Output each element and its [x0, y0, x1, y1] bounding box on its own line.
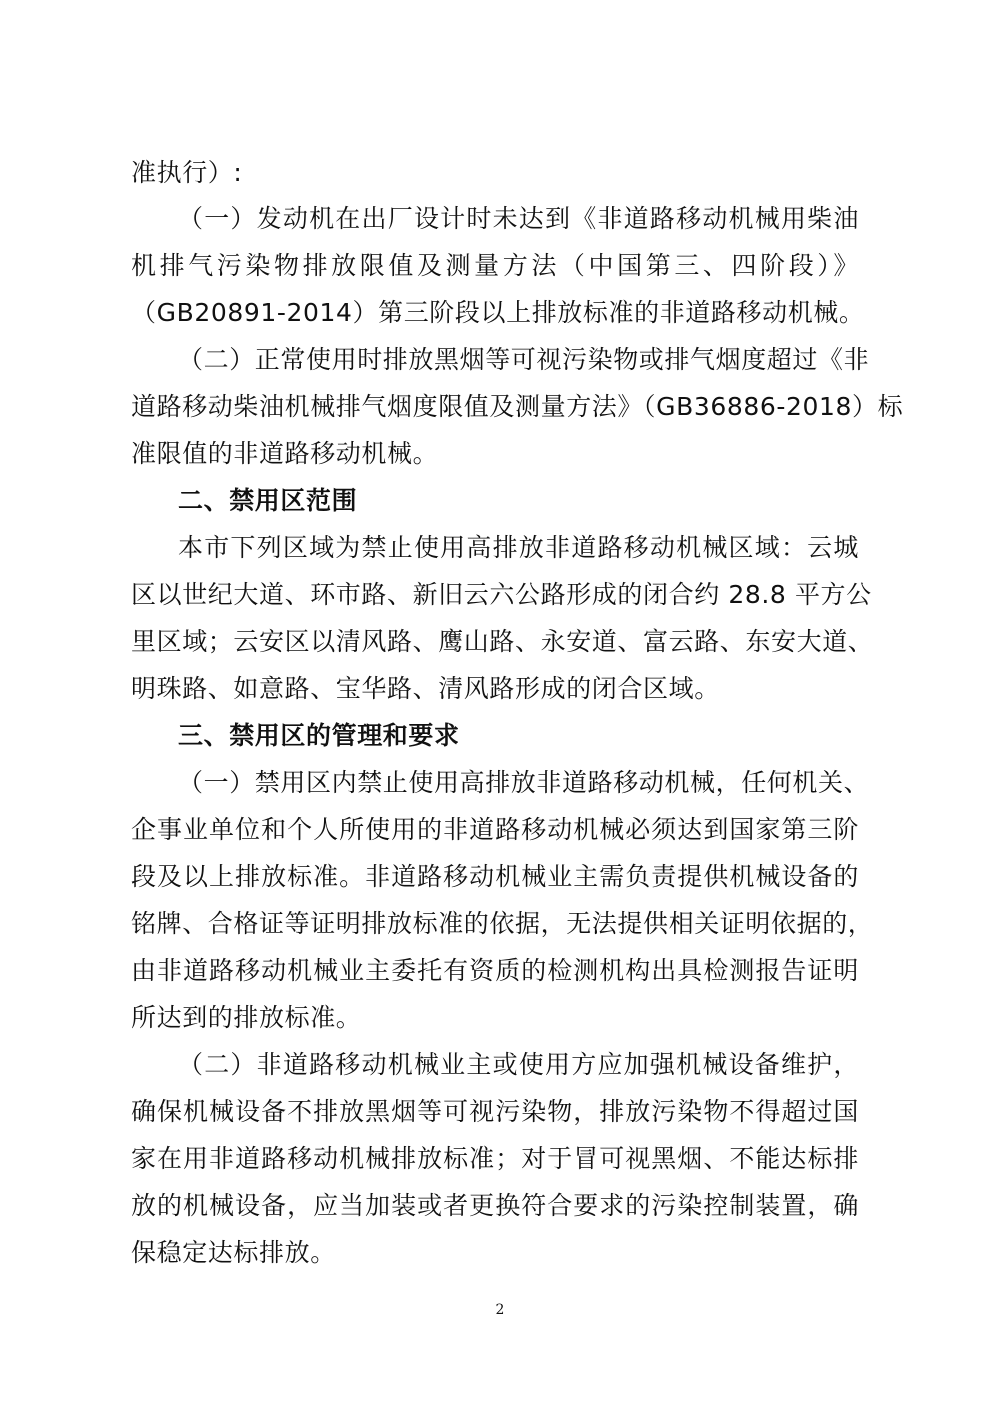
text-line: 段及以上排放标准。非道路移动机械业主需负责提供机械设备的	[131, 862, 859, 891]
text-line: 确保机械设备不排放黑烟等可视污染物，排放污染物不得超过国	[131, 1097, 859, 1126]
text-line: 道路移动柴油机械排气烟度限值及测量方法》（GB36886-2018）标	[131, 392, 904, 421]
text-line: 企事业单位和个人所使用的非道路移动机械必须达到国家第三阶	[131, 815, 859, 844]
page-number: 2	[495, 1302, 505, 1318]
text-line: （二）非道路移动机械业主或使用方应加强机械设备维护，	[178, 1050, 859, 1079]
text-line: （二）正常使用时排放黑烟等可视污染物或排气烟度超过《非	[178, 345, 870, 374]
text-line: 里区域；云安区以清风路、鹰山路、永安道、富云路、东安大道、	[131, 627, 874, 656]
text-line: （一）发动机在出厂设计时未达到《非道路移动机械用柴油	[178, 204, 859, 233]
section-heading: 二、禁用区范围	[178, 486, 358, 515]
text-line: 准执行）:	[131, 158, 243, 187]
text-line: 由非道路移动机械业主委托有资质的检测机构出具检测报告证明	[131, 956, 859, 985]
text-line: 家在用非道路移动机械排放标准；对于冒可视黑烟、不能达标排	[131, 1144, 859, 1173]
text-line: 准限值的非道路移动机械。	[131, 439, 439, 468]
text-line: 保稳定达标排放。	[131, 1238, 336, 1267]
text-line: 所达到的排放标准。	[131, 1003, 362, 1032]
text-line: （GB20891-2014）第三阶段以上排放标准的非道路移动机械。	[131, 298, 865, 327]
text-line: 本市下列区域为禁止使用高排放非道路移动机械区域：云城	[178, 533, 859, 562]
section-heading: 三、禁用区的管理和要求	[178, 721, 460, 750]
text-line: 区以世纪大道、环市路、新旧云六公路形成的闭合约 28.8 平方公	[131, 580, 872, 609]
text-line: 明珠路、如意路、宝华路、清风路形成的闭合区域。	[131, 674, 720, 703]
text-line: （一）禁用区内禁止使用高排放非道路移动机械，任何机关、	[178, 768, 870, 797]
text-line: 铭牌、合格证等证明排放标准的依据，无法提供相关证明依据的，	[131, 909, 874, 938]
text-line: 放的机械设备，应当加装或者更换符合要求的污染控制装置，确	[131, 1191, 859, 1220]
text-line: 机排气污染物排放限值及测量方法（中国第三、四阶段）》	[131, 251, 859, 280]
